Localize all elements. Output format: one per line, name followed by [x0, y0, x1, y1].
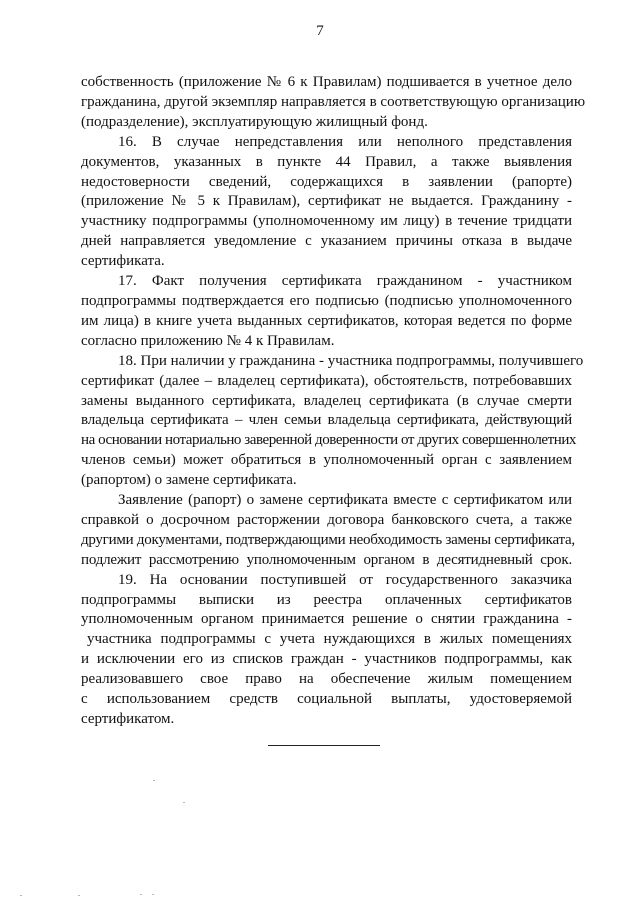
closing-separator-line — [268, 745, 380, 746]
scan-speck — [153, 780, 155, 781]
text-line: 19. На основании поступившей от государственного заказчика — [118, 571, 572, 588]
document-body — [81, 73, 586, 730]
text-line: сертификат (далее – владелец сертификата), обстоятельств, потребовавших — [81, 372, 572, 389]
text-line: им лица) в книге учета выданных сертификатов, которая ведется по форме — [81, 312, 572, 329]
paragraph-19 — [81, 571, 572, 730]
paragraph-application — [81, 491, 575, 571]
text-line: замены выданного сертификата, владелец сертификата (в случае смерти — [81, 392, 572, 409]
text-line: подлежит рассмотрению уполномоченным органом в десятидневный срок. — [81, 551, 572, 568]
scan-speck — [183, 802, 185, 803]
text-line: владельца сертификата – член семьи владельца сертификата, действующий — [81, 412, 572, 429]
text-line: реализовавшего свое право на обеспечение жилым помещением — [81, 671, 572, 688]
text-line: подпрограммы подтверждается его подписью (подписью уполномоченного — [81, 292, 572, 309]
text-line: справкой о досрочном расторжении договора банковского счета, а также — [81, 511, 572, 528]
text-line: другими документами, подтверждающими необходимость замены сертификата, — [81, 531, 575, 548]
text-line: 17. Факт получения сертификата гражданином - участником — [118, 273, 572, 290]
text-line: 16. В случае непредставления или неполного представления — [118, 133, 572, 150]
text-line: 18. При наличии у гражданина - участника подпрограммы, получившего — [118, 352, 584, 369]
text-line: собственность (приложение № 6 к Правилам) подшивается в учетное дело — [81, 74, 572, 90]
text-line: подпрограммы выписки из реестра оплаченных сертификатов — [81, 591, 572, 608]
text-line: сертификата. — [81, 253, 165, 270]
text-line: документов, указанных в пункте 44 Правил, а также выявления — [81, 153, 572, 170]
text-line: сертификатом. — [81, 711, 175, 727]
text-line: с использованием средств социальной выплаты, удостоверяемой — [81, 691, 572, 708]
text-line: (подразделение), эксплуатирующую жилищный фонд. — [81, 113, 428, 130]
page-number: 7 — [316, 23, 324, 39]
scan-speck — [152, 894, 154, 895]
text-line: уполномоченным органом принимается решение о снятии гражданина - — [81, 611, 572, 628]
text-line: гражданина, другой экземпляр направляется в соответствующую организацию — [81, 93, 586, 110]
scan-speck — [140, 894, 142, 895]
text-line: дней направляется уведомление с указанием причины отказа в выдаче — [81, 233, 572, 250]
text-line: участнику подпрограммы (уполномоченному им лицу) в течение тридцати — [81, 213, 572, 230]
paragraph-18 — [81, 352, 584, 491]
scan-speck — [20, 895, 22, 896]
text-line: согласно приложению № 4 к Правилам. — [81, 332, 335, 349]
paragraph-17 — [81, 272, 572, 352]
text-line: недостоверности сведений, содержащихся в заявлении (рапорте) — [81, 173, 572, 190]
text-line: участника подпрограммы с учета нуждающихся в жилых помещениях — [87, 631, 572, 648]
text-line: Заявление (рапорт) о замене сертификата вместе с сертификатом или — [118, 492, 572, 509]
text-line: и исключении его из списков граждан - участников подпрограммы, как — [81, 651, 572, 668]
text-line: (рапортом) о замене сертификата. — [81, 472, 297, 489]
text-line: членов семьи) может обратиться в уполномоченный орган с заявлением — [81, 452, 572, 469]
scan-speck — [78, 895, 80, 896]
paragraph-16 — [81, 133, 572, 272]
text-line: на основании нотариально заверенной доверенности от других совершеннолетних — [81, 432, 576, 449]
text-line: (приложение № 5 к Правилам), сертификат не выдается. Гражданину - — [81, 193, 572, 210]
paragraph-continuation — [81, 73, 586, 133]
